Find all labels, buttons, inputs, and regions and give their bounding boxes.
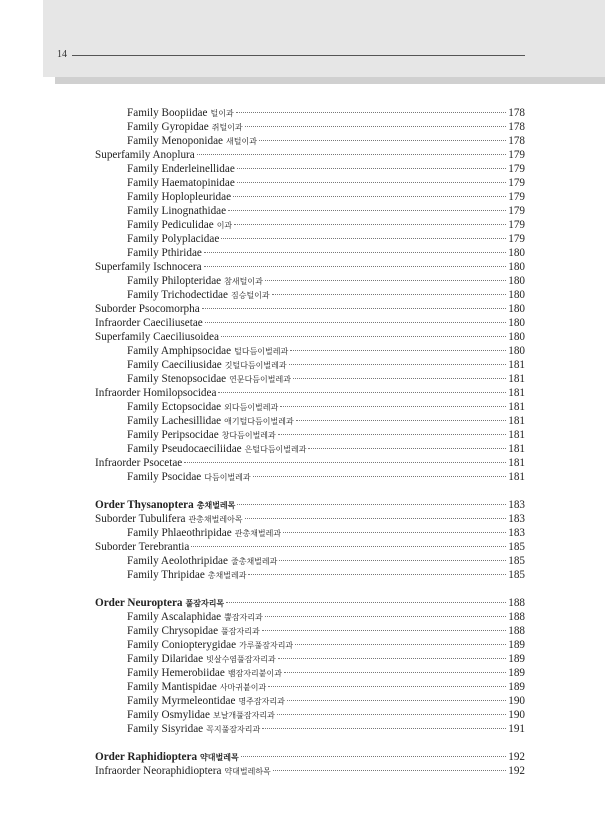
toc-entry-page: 185	[508, 555, 525, 567]
toc-entry-taxon: Superfamily Ischnocera	[95, 261, 202, 273]
toc-entry-taxon: Infraorder Neoraphidioptera	[95, 765, 222, 777]
toc-entry-label	[95, 568, 246, 583]
dot-leader	[259, 140, 506, 141]
toc-entry[interactable]	[95, 316, 525, 330]
toc-entry-label	[95, 428, 276, 443]
toc-entry-label	[95, 596, 224, 611]
dot-leader	[280, 406, 506, 407]
toc-entry-label	[95, 750, 239, 765]
toc-entry-page: 185	[508, 541, 525, 553]
dot-leader	[204, 266, 507, 267]
toc-entry-taxon: Family Haematopinidae	[127, 177, 235, 189]
toc-entry-page: 180	[508, 247, 525, 259]
toc-entry-taxon: Family Lachesillidae	[127, 415, 222, 427]
toc-entry-label	[95, 134, 257, 149]
toc-entry[interactable]	[95, 260, 525, 274]
toc-entry-taxon: Family Psocidae	[127, 471, 202, 483]
toc-entry-korean-name: 보날개풀잠자리과	[212, 711, 275, 720]
toc-entry-page: 183	[508, 499, 525, 511]
toc-entry-taxon: Family Dilaridae	[127, 653, 204, 665]
dot-leader	[221, 336, 506, 337]
toc-entry-korean-name: 털다듬이벌레과	[234, 347, 289, 356]
toc-entry-taxon: Family Trichodectidae	[127, 289, 228, 301]
toc-entry-page: 181	[508, 429, 525, 441]
dot-leader	[290, 350, 506, 351]
toc-entry-label	[95, 372, 291, 387]
dot-leader	[218, 392, 506, 393]
toc-entry-taxon: Family Ascalaphidae	[127, 611, 222, 623]
dot-leader	[287, 700, 506, 701]
toc-entry-taxon: Family Phlaeothripidae	[127, 527, 232, 539]
toc-entry-korean-name: 뿔잠자리과	[224, 613, 263, 622]
toc-entry-label	[95, 456, 182, 470]
toc-entry-page: 181	[508, 415, 525, 427]
toc-entry-korean-name: 관총채벌레과	[234, 529, 282, 538]
dot-leader	[296, 420, 507, 421]
toc-entry-page: 180	[508, 303, 525, 315]
dot-leader	[237, 504, 506, 505]
dot-leader	[226, 602, 506, 603]
dot-leader	[283, 532, 506, 533]
toc-entry-page: 180	[508, 345, 525, 357]
dot-leader	[228, 210, 506, 211]
toc-entry-korean-name: 약대벌레목	[200, 753, 239, 762]
toc-entry[interactable]	[95, 652, 525, 666]
toc-entry-label	[95, 540, 189, 554]
toc-entry-taxon: Family Amphipsocidae	[127, 345, 232, 357]
toc-entry-korean-name: 풀잠자리과	[221, 627, 260, 636]
toc-entry[interactable]	[95, 120, 525, 134]
toc-entry-korean-name: 풀잠자리목	[185, 599, 225, 608]
toc-entry-label	[95, 442, 306, 457]
toc-entry[interactable]	[95, 540, 525, 554]
toc-entry-korean-name: 연문다듬이벌레과	[229, 375, 291, 384]
page-header-strip	[55, 77, 605, 84]
dot-leader	[279, 560, 506, 561]
toc-entry-page: 179	[508, 191, 525, 203]
toc-entry-taxon: Suborder Terebrantia	[95, 541, 190, 553]
toc-entry-page: 181	[508, 359, 525, 371]
toc-entry[interactable]	[95, 288, 525, 302]
toc-entry-label	[95, 190, 231, 204]
toc-entry[interactable]	[95, 666, 525, 680]
toc-entry-taxon: Family Stenopsocidae	[127, 373, 227, 385]
toc-entry-label	[95, 302, 200, 316]
toc-entry-korean-name: 외다듬이벌레과	[224, 403, 279, 412]
toc-entry-page: 179	[508, 205, 525, 217]
toc-entry-korean-name: 다듬이벌레과	[204, 473, 251, 482]
toc-entry-page: 179	[508, 163, 525, 175]
toc-entry-page: 180	[508, 331, 525, 343]
toc-entry[interactable]	[95, 246, 525, 260]
toc-entry[interactable]	[95, 512, 525, 526]
toc-entry-korean-name: 가루풀잠자리과	[239, 641, 294, 650]
toc-entry-label	[95, 666, 282, 681]
toc-entry-korean-name: 빗살수염풀잠자리과	[206, 655, 276, 664]
toc-entry-page: 183	[508, 527, 525, 539]
toc-entry-taxon: Family Caeciliusidae	[127, 359, 222, 371]
dot-leader	[278, 434, 506, 435]
toc-entry-taxon: Infraorder Caeciliusetae	[95, 317, 203, 329]
dot-leader	[221, 238, 506, 239]
toc-entry-taxon: Family Thripidae	[127, 569, 205, 581]
dot-leader	[277, 714, 506, 715]
toc-entry-taxon: Suborder Psocomorpha	[95, 303, 200, 315]
toc-entry-label	[95, 120, 243, 135]
toc-entry-label	[95, 358, 287, 373]
dot-leader	[248, 574, 506, 575]
toc-entry[interactable]	[95, 330, 525, 344]
toc-entry-page: 190	[508, 709, 525, 721]
dot-leader	[245, 126, 507, 127]
dot-leader	[308, 448, 506, 449]
dot-leader	[184, 462, 506, 463]
toc-entry-page: 180	[508, 317, 525, 329]
toc-entry-korean-name: 관총채벌레아목	[188, 515, 243, 524]
toc-entry[interactable]	[95, 456, 525, 470]
toc-entry-page: 181	[508, 443, 525, 455]
toc-entry-taxon: Infraorder Psocetae	[95, 457, 183, 469]
dot-leader	[241, 756, 507, 757]
toc-entry[interactable]	[95, 106, 525, 120]
header-rule	[72, 55, 525, 56]
toc-entry-label	[95, 274, 263, 289]
toc-entry-page: 179	[508, 177, 525, 189]
toc-entry-label	[95, 260, 202, 274]
toc-entry-label	[95, 470, 251, 485]
dot-leader	[265, 616, 506, 617]
toc-entry-page: 183	[508, 513, 525, 525]
toc-entry-taxon: Family Coniopterygidae	[127, 639, 237, 651]
toc-entry[interactable]	[95, 358, 525, 372]
toc-entry-page: 179	[508, 219, 525, 231]
toc-entry-taxon: Family Peripsocidae	[127, 429, 219, 441]
toc-entry-label	[95, 708, 275, 723]
toc-entry-taxon: Family Sisyridae	[127, 723, 204, 735]
toc-entry-korean-name: 총채벌레목	[196, 501, 236, 510]
toc-entry[interactable]	[95, 680, 525, 694]
toc-entry-page: 188	[508, 597, 525, 609]
toc-entry-taxon: Family Pseudocaeciliidae	[127, 443, 242, 455]
toc-entry-korean-name: 은털다듬이벌레과	[244, 445, 307, 454]
toc-entry[interactable]	[95, 694, 525, 708]
toc-entry[interactable]	[95, 428, 525, 442]
toc-entry[interactable]	[95, 372, 525, 386]
toc-entry[interactable]	[95, 302, 525, 316]
dot-leader	[237, 182, 506, 183]
toc-entry[interactable]	[95, 526, 525, 540]
toc-entry-page: 181	[508, 387, 525, 399]
toc-entry-page: 192	[508, 765, 525, 777]
toc-entry-page: 180	[508, 289, 525, 301]
toc-entry[interactable]	[95, 750, 525, 764]
toc-entry-label	[95, 176, 235, 190]
toc-entry-label	[95, 316, 203, 330]
toc-entry[interactable]	[95, 232, 525, 246]
dot-leader	[272, 294, 507, 295]
dot-leader	[236, 112, 507, 113]
toc-entry-taxon: Order Thysanoptera	[95, 499, 194, 511]
toc-entry-korean-name: 창다듬이벌레과	[221, 431, 276, 440]
toc-entry-korean-name: 명주잠자리과	[238, 697, 285, 706]
dot-leader	[262, 630, 507, 631]
toc-entry-label	[95, 694, 285, 709]
dot-leader	[295, 644, 506, 645]
toc-entry-page: 178	[508, 107, 525, 119]
toc-entry-label	[95, 162, 235, 176]
toc-entry-page: 178	[508, 121, 525, 133]
toc-entry[interactable]	[95, 568, 525, 582]
toc-entry-korean-name: 털이과	[210, 109, 234, 118]
toc-entry-label	[95, 722, 260, 737]
toc-entry-page: 181	[508, 373, 525, 385]
toc-entry-page: 189	[508, 639, 525, 651]
toc-entry[interactable]	[95, 498, 525, 512]
toc-entry[interactable]	[95, 134, 525, 148]
dot-leader	[197, 154, 506, 155]
toc-entry[interactable]	[95, 722, 525, 736]
toc-entry-korean-name: 뱀잠자리붙이과	[227, 669, 282, 678]
dot-leader	[234, 224, 506, 225]
dot-leader	[278, 658, 507, 659]
toc-entry[interactable]	[95, 176, 525, 190]
toc-entry-taxon: Family Linognathidae	[127, 205, 227, 217]
toc-entry-korean-name: 짐승털이과	[231, 291, 270, 300]
toc-entry-page: 189	[508, 681, 525, 693]
dot-leader	[273, 770, 506, 771]
toc-entry-taxon: Family Hemerobiidae	[127, 667, 225, 679]
dot-leader	[202, 308, 507, 309]
toc-entry[interactable]	[95, 554, 525, 568]
toc-entry-label	[95, 330, 219, 344]
toc-entry-taxon: Family Philopteridae	[127, 275, 222, 287]
toc-entry-korean-name: 새털이과	[226, 137, 257, 146]
toc-entry-korean-name: 애기털다듬이벌레과	[224, 417, 294, 426]
toc-entry-label	[95, 680, 266, 695]
toc-entry-page: 188	[508, 611, 525, 623]
toc-entry-page: 179	[508, 149, 525, 161]
toc-entry-taxon: Infraorder Homilopsocidea	[95, 387, 217, 399]
toc-entry-label	[95, 386, 216, 400]
toc-entry-page: 192	[508, 751, 525, 763]
toc-entry-korean-name: 사마귀붙이과	[219, 683, 267, 692]
toc-entry-page: 181	[508, 471, 525, 483]
toc-entry-korean-name: 꼭지풀잠자리과	[206, 725, 261, 734]
dot-leader	[237, 168, 506, 169]
toc-entry-label	[95, 414, 294, 429]
toc-entry[interactable]	[95, 218, 525, 232]
toc-entry-label	[95, 624, 260, 639]
toc-entry-label	[95, 554, 277, 569]
toc-entry-page: 188	[508, 625, 525, 637]
toc-entry-label	[95, 148, 195, 162]
toc-entry[interactable]	[95, 624, 525, 638]
toc-entry-page: 178	[508, 135, 525, 147]
toc-entry[interactable]	[95, 442, 525, 456]
toc-entry-korean-name: 깃털다듬이벌레과	[224, 361, 287, 370]
dot-leader	[293, 378, 506, 379]
toc-entry-label	[95, 498, 235, 513]
dot-leader	[253, 476, 507, 477]
toc-entry-page: 180	[508, 275, 525, 287]
toc-entry-taxon: Family Hoplopleuridae	[127, 191, 232, 203]
toc-entry-taxon: Family Enderleinellidae	[127, 163, 235, 175]
toc-entry[interactable]	[95, 414, 525, 428]
dot-leader	[289, 364, 507, 365]
toc-entry[interactable]	[95, 386, 525, 400]
toc-entry-taxon: Superfamily Caeciliusoidea	[95, 331, 219, 343]
toc-entry-label	[95, 652, 276, 667]
toc-entry-korean-name: 쥐털이과	[211, 123, 243, 132]
toc-entry-label	[95, 246, 202, 260]
toc-entry-korean-name: 총채벌레과	[207, 571, 247, 580]
toc-entry-korean-name: 참새털이과	[224, 277, 263, 286]
toc-entry-label	[95, 526, 281, 541]
toc-entry-label	[95, 512, 243, 527]
toc-entry-taxon: Family Boopiidae	[127, 107, 208, 119]
toc-entry-taxon: Family Pediculidae	[127, 219, 214, 231]
toc-entry-taxon: Family Polyplacidae	[127, 233, 220, 245]
toc-entry-label	[95, 344, 288, 359]
toc-entry-korean-name: 이과	[216, 221, 233, 230]
toc-entry[interactable]	[95, 162, 525, 176]
toc-entry-taxon: Family Chrysopidae	[127, 625, 219, 637]
dot-leader	[205, 322, 506, 323]
toc-entry-page: 179	[508, 233, 525, 245]
toc-entry-page: 181	[508, 401, 525, 413]
toc-entry-taxon: Order Neuroptera	[95, 597, 183, 609]
toc-entry-taxon: Family Myrmeleontidae	[127, 695, 236, 707]
toc-entry[interactable]	[95, 344, 525, 358]
toc-entry-korean-name: 약대벌레하목	[224, 767, 271, 776]
toc-entry-label	[95, 232, 219, 246]
toc-entry-taxon: Order Raphidioptera	[95, 751, 198, 763]
dot-leader	[284, 672, 506, 673]
toc-entry-taxon: Family Mantispidae	[127, 681, 217, 693]
toc-entry[interactable]	[95, 638, 525, 652]
toc-entry[interactable]	[95, 274, 525, 288]
toc-entry-page: 185	[508, 569, 525, 581]
dot-leader	[204, 252, 506, 253]
dot-leader	[268, 686, 506, 687]
page-number: 14	[57, 49, 67, 60]
toc-entry-taxon: Suborder Tubulifera	[95, 513, 186, 525]
dot-leader	[265, 280, 506, 281]
toc-entry-taxon: Family Osmylidae	[127, 709, 210, 721]
toc-entry-label	[95, 764, 271, 779]
dot-leader	[233, 196, 506, 197]
toc-entry[interactable]	[95, 470, 525, 484]
toc-entry-page: 190	[508, 695, 525, 707]
toc-entry-label	[95, 218, 232, 233]
toc-entry-taxon: Family Pthiridae	[127, 247, 202, 259]
toc-entry-label	[95, 106, 234, 121]
toc-entry-page: 180	[508, 261, 525, 273]
toc-entry[interactable]	[95, 708, 525, 722]
toc-entry[interactable]	[95, 190, 525, 204]
toc-entry-taxon: Family Aeolothripidae	[127, 555, 228, 567]
toc-entry-taxon: Family Ectopsocidae	[127, 401, 222, 413]
toc-entry-taxon: Family Gyropidae	[127, 121, 209, 133]
toc-entry-label	[95, 204, 226, 218]
toc-entry-page: 191	[508, 723, 525, 735]
toc-entry[interactable]	[95, 400, 525, 414]
toc-entry-label	[95, 400, 278, 415]
toc-entry[interactable]	[95, 148, 525, 162]
dot-leader	[245, 518, 507, 519]
toc-entry[interactable]	[95, 764, 525, 778]
toc-entry-taxon: Family Menoponidae	[127, 135, 224, 147]
toc-entry[interactable]	[95, 596, 525, 610]
toc-entry-page: 189	[508, 667, 525, 679]
toc-entry-taxon: Superfamily Anoplura	[95, 149, 195, 161]
toc-entry[interactable]	[95, 204, 525, 218]
toc-entry-page: 181	[508, 457, 525, 469]
toc-entry-korean-name: 줄총채벌레과	[230, 557, 278, 566]
dot-leader	[262, 728, 506, 729]
toc-entry-label	[95, 288, 270, 303]
toc-entry-label	[95, 638, 293, 653]
toc-entry-page: 189	[508, 653, 525, 665]
toc-entry[interactable]	[95, 610, 525, 624]
table-of-contents	[95, 106, 525, 778]
toc-entry-label	[95, 610, 263, 625]
dot-leader	[191, 546, 506, 547]
page-header-band	[43, 0, 605, 77]
